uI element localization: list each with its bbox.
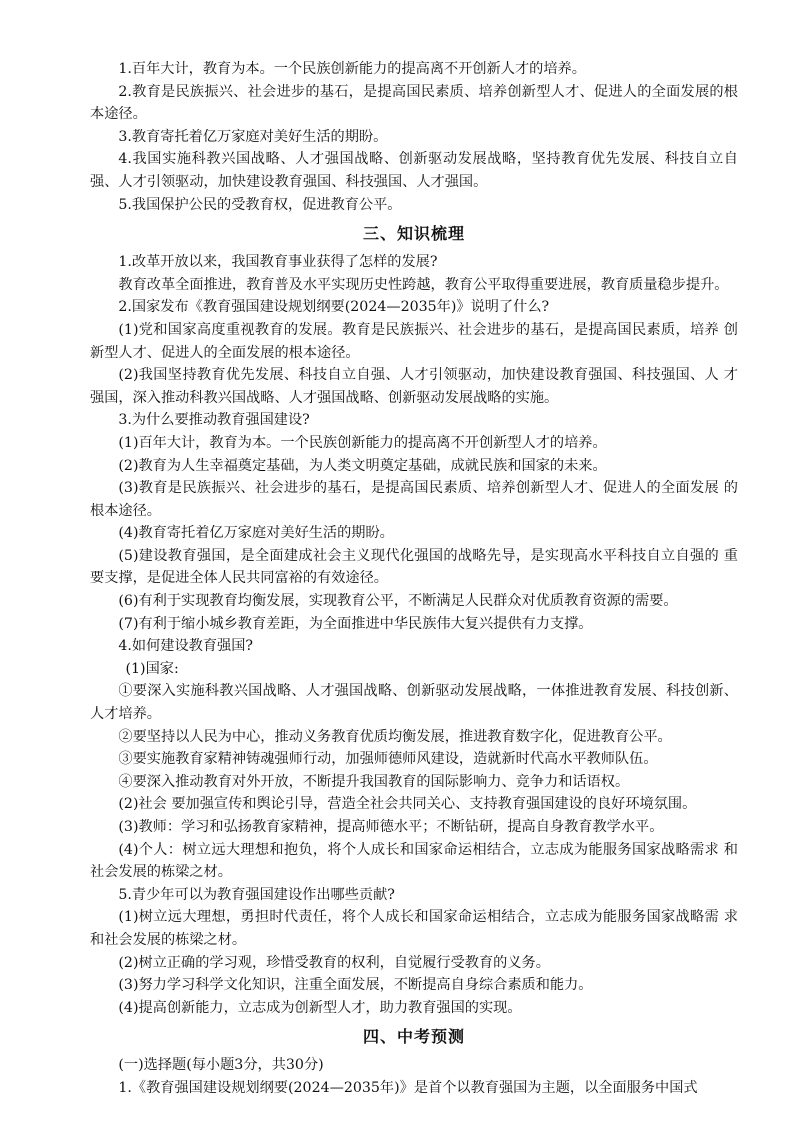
paragraph: ④要深入推动教育对外开放，不断提升我国教育的国际影响力、竞争力和话语权。: [118, 773, 630, 790]
paragraph: (4)提高创新能力，立志成为创新型人才，助力教育强国的实现。: [118, 999, 522, 1016]
paragraph: (2)教育为人生幸福奠定基础，为人类文明奠定基础，成就民族和国家的未来。: [118, 457, 607, 474]
paragraph: 5.青少年可以为教育强国建设作出哪些贡献?: [118, 886, 395, 903]
paragraph: 5.我国保护公民的受教育权，促进教育公平。: [118, 196, 402, 213]
paragraph: (3)教师：学习和弘扬教育家精神，提高师德水平；不断钻研，提高自身教育教学水平。: [118, 819, 664, 835]
paragraph: ③要实施教育家精神铸魂强师行动，加强师德师风建设，造就新时代高水平教师队伍。: [118, 751, 658, 768]
paragraph: (2)社会 要加强宣传和舆论引导，营造全社会共同关心、支持教育强国建设的良好环境氛围。: [118, 796, 697, 813]
paragraph: (3)教育是民族振兴、社会进步的基石，是提高国民素质、培养创新型人才、促进人的全面发展 的根本途径。: [90, 480, 738, 519]
paragraph: (1)树立远大理想，勇担时代责任，将个人成长和国家命运相结合，立志成为能服务国家战略需 求和社会发展的栋梁之材。: [90, 909, 738, 948]
paragraph: (4)个人：树立远大理想和抱负，将个人成长和国家命运相结合，立志成为能服务国家战略需求 和社会发展的栋梁之材。: [90, 841, 738, 881]
paragraph: 3.为什么要推动教育强国建设?: [118, 412, 310, 429]
paragraph: ①要深入实施科教兴国战略、人才强国战略、创新驱动发展战略，一体推进教育发展、科技创新、 人才培养。: [90, 683, 738, 723]
paragraph: 3.教育寄托着亿万家庭对美好生活的期盼。: [118, 128, 388, 145]
paragraph: (3)努力学习科学文化知识，注重全面发展，不断提高自身综合素质和能力。: [118, 977, 593, 994]
paragraph: 4.我国实施科教兴国战略、人才强国战略、创新驱动发展战略，坚持教育优先发展、科技自立自强、人才引领驱动，加快建设教育强国、科技强国、人才强国。: [90, 151, 738, 190]
section-heading-knowledge: 三、知识梳理: [362, 224, 465, 244]
paragraph: (6)有利于实现教育均衡发展，实现教育公平，不断满足人民群众对优质教育资源的需要。: [118, 593, 678, 610]
paragraph: (4)教育寄托着亿万家庭对美好生活的期盼。: [118, 525, 394, 542]
section4-body: [90, 1054, 738, 1099]
paragraph: (2)我国坚持教育优先发展、科技自立自强、人才引领驱动，加快建设教育强国、科技强国、人 才强国，深入推动科教兴国战略、人才强国战略、创新驱动发展战略的实施。: [90, 367, 738, 406]
paragraph: 2.教育是民族振兴、社会进步的基石，是提高国民素质、培养创新型人才、促进人的全面发展的根本途径。: [90, 83, 738, 123]
paragraph: (2)树立正确的学习观，珍惜受教育的权利，自觉履行受教育的义务。: [118, 954, 550, 971]
paragraph: 4.如何建设教育强国?: [118, 638, 254, 655]
paragraph: 2.国家发布《教育强国建设规划纲要(2024—2035年)》说明了什么?: [118, 299, 550, 316]
section-heading-exam-forecast: 四、中考预测: [362, 1027, 465, 1047]
paragraph: ②要坚持以人民为中心，推动义务教育优质均衡发展，推进教育数字化，促进教育公平。: [118, 728, 672, 745]
paragraph: (一)选择题(每小题3分，共30分): [118, 1057, 324, 1074]
paragraph: 1.《教育强国建设规划纲要(2024—2035年)》是首个以教育强国为主题，以全面服务中国式: [118, 1079, 698, 1096]
document-page: [90, 58, 738, 1100]
paragraph: 教育改革全面推进，教育普及水平实现历史性跨越，教育公平取得重要进展，教育质量稳步提升。: [118, 276, 729, 293]
paragraph: 1.改革开放以来，我国教育事业获得了怎样的发展?: [118, 254, 438, 271]
paragraph: (1)国家:: [125, 660, 179, 677]
paragraph: (1)百年大计，教育为本。一个民族创新能力的提高离不开创新型人才的培养。: [118, 434, 607, 451]
paragraph: (5)建设教育强国，是全面建成社会主义现代化强国的战略先导，是实现高水平科技自立自强的 重要支撑，是促进全体人民共同富裕的有效途径。: [90, 547, 738, 587]
paragraph: 1.百年大计，教育为本。一个民族创新能力的提高离不开创新人才的培养。: [118, 61, 586, 77]
section3-body: [90, 251, 738, 1019]
paragraph: (1)党和国家高度重视教育的发展。教育是民族振兴、社会进步的基石，是提高国民素质，培养 创新型人才、促进人的全面发展的根本途径。: [90, 321, 738, 361]
paragraph: (7)有利于缩小城乡教育差距，为全面推进中华民族伟大复兴提供有力支撑。: [118, 615, 593, 632]
section2-list: [90, 58, 738, 216]
